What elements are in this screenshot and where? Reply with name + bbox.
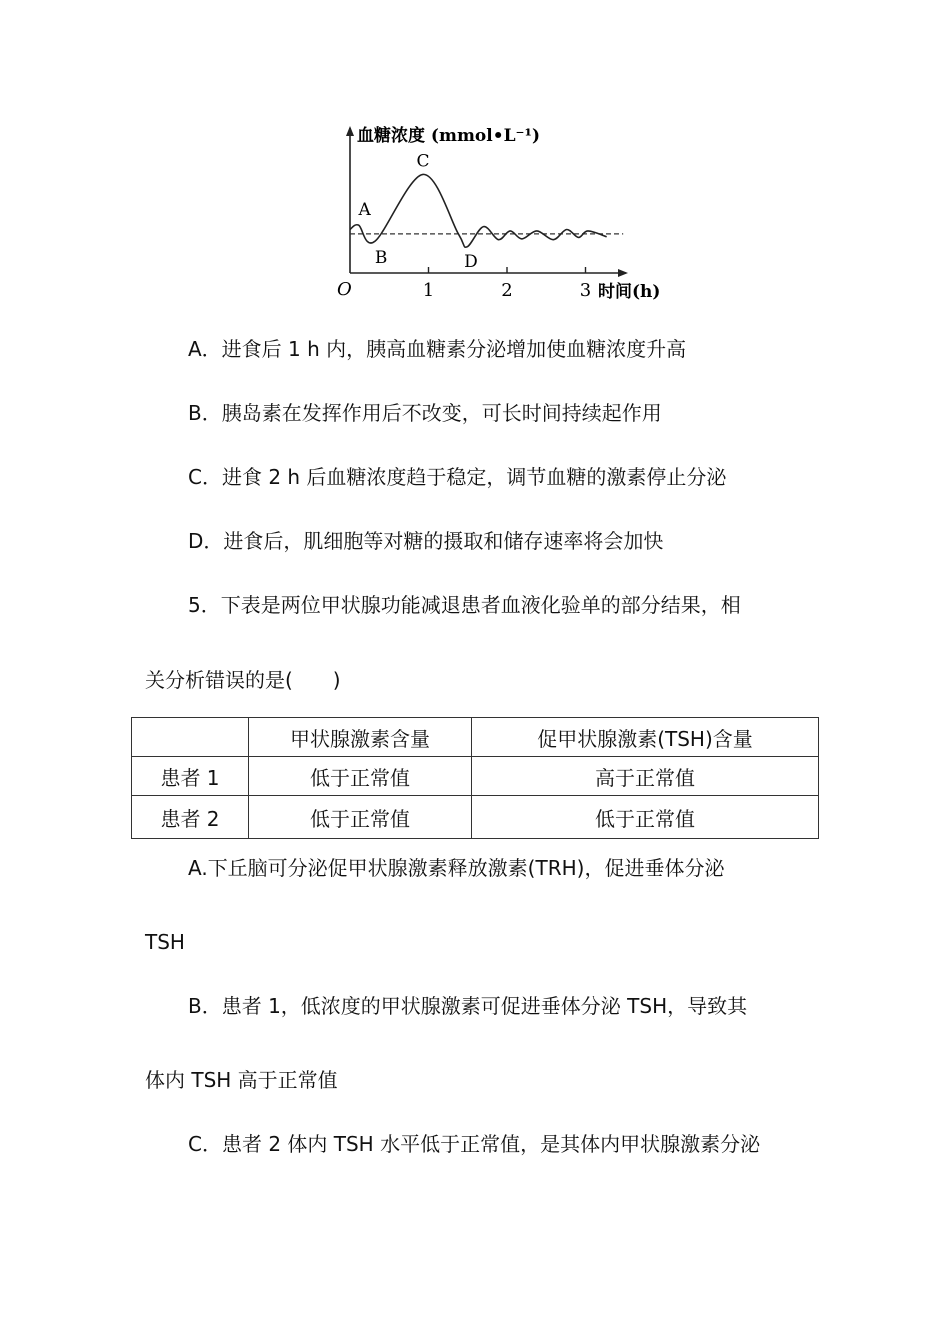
x-axis-label: 时间(h) [598,282,661,302]
table-cell: 低于正常值 [249,796,472,839]
point-label-d: D [464,251,478,272]
q5-option-b-line1: B．患者 1，低浓度的甲状腺激素可促进垂体分泌 TSH，导致其 [188,994,748,1018]
y-axis-label: 血糖浓度 (mmol•L⁻¹) [357,126,541,146]
q5-option-a-line2: TSH [145,930,185,954]
q4-option-b: B．胰岛素在发挥作用后不改变，可长时间持续起作用 [188,401,662,425]
q5-stem-line2: 关分析错误的是( ) [145,668,341,692]
table-row [132,757,819,796]
point-label-b: B [374,248,388,269]
table-header-row [132,718,819,757]
q5-option-b-line2: 体内 TSH 高于正常值 [145,1068,338,1092]
table-cell: 高于正常值 [472,757,819,796]
x-tick-label: 1 [422,280,435,301]
glucose-curve [350,174,607,247]
lab-results-table [131,717,819,839]
q5-stem-line1: 5．下表是两位甲状腺功能减退患者血液化验单的部分结果，相 [188,593,741,617]
table-cell: 患者 1 [132,757,249,796]
x-axis-arrow-icon [618,269,628,277]
q5-option-c-line1: C．患者 2 体内 TSH 水平低于正常值，是其体内甲状腺激素分泌 [188,1132,761,1156]
table-row [132,796,819,839]
y-axis-arrow-icon [346,126,354,136]
table-cell: 患者 2 [132,796,249,839]
q4-option-c: C．进食 2 h 后血糖浓度趋于稳定，调节血糖的激素停止分泌 [188,465,727,489]
table-header-cell: 甲状腺激素含量 [249,718,472,757]
table-cell: 低于正常值 [472,796,819,839]
table-header-cell [132,718,249,757]
x-tick-label: 2 [501,280,513,301]
point-label-a: A [358,200,371,221]
origin-label: O [337,279,352,300]
blood-glucose-chart [0,0,950,320]
table-header-cell: 促甲状腺激素(TSH)含量 [472,718,819,757]
q4-option-a: A．进食后 1 h 内，胰高血糖素分泌增加使血糖浓度升高 [188,337,687,361]
x-tick-label: 3 [579,280,592,301]
point-label-c: C [416,151,430,172]
q5-option-a-line1: A.下丘脑可分泌促甲状腺激素释放激素(TRH)，促进垂体分泌 [188,856,725,880]
table-cell: 低于正常值 [249,757,472,796]
q4-option-d: D．进食后，肌细胞等对糖的摄取和储存速率将会加快 [188,529,664,553]
